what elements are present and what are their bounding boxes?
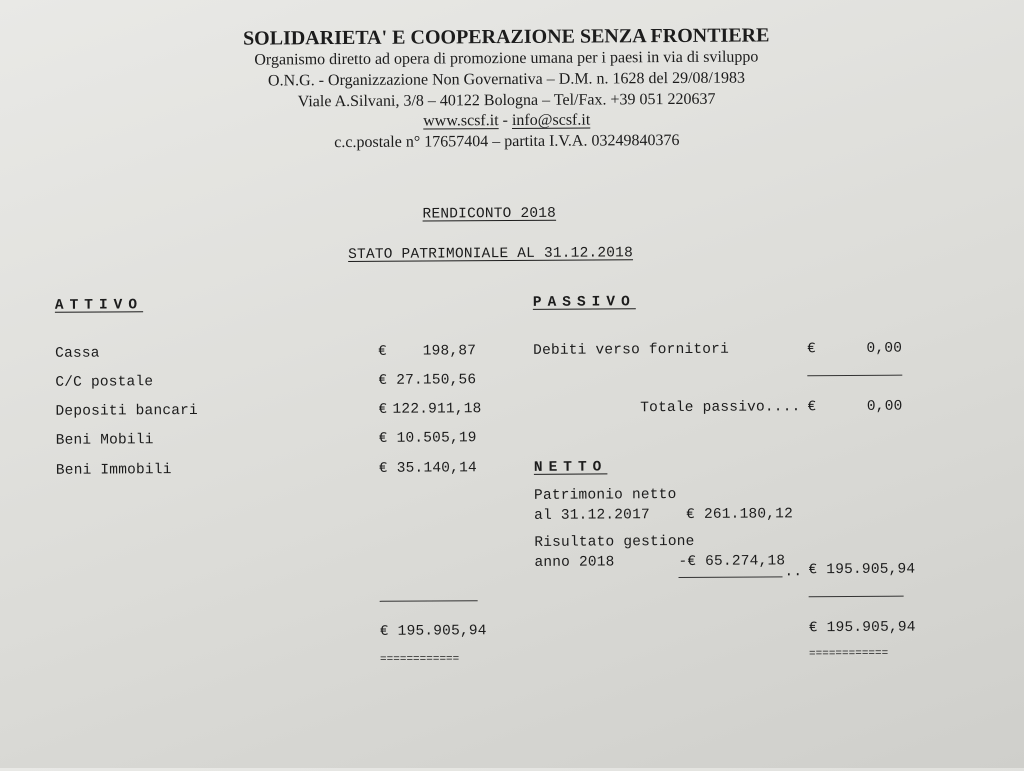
website-link[interactable]: www.scsf.it [423,112,499,130]
passivo-totale-label: Totale passivo.... [640,399,801,417]
attivo-label-depositi: Depositi bancari [55,402,198,420]
netto-risultato-year: anno 2018 [534,554,615,571]
organization-description: Organismo diretto ad opera di promozione umana per i paesi in via di sviluppo [254,48,759,69]
attivo-total-rule [380,600,478,602]
attivo-currency: € [378,460,388,477]
attivo-value-depositi: 122.911,18 [392,401,482,418]
attivo-currency: € [378,372,388,389]
netto-dots: .. [784,564,803,581]
attivo-double-rule: ============ [379,653,460,666]
attivo-currency: € [378,343,388,360]
attivo-value-beni-immobili: 35.140,14 [396,460,477,477]
passivo-label-debiti: Debiti verso fornitori [533,341,730,359]
passivo-rule [807,375,902,377]
netto-value: € 195.905,94 [808,561,916,579]
netto-sub-rule [679,576,783,578]
organization-registration: O.N.G. - Organizzazione Non Governativa – D.M. n. 1628 del 29/08/1983 [267,69,746,90]
netto-risultato-value: -€ 65.274,18 [678,553,786,570]
passivo-netto-total: € 195.905,94 [808,619,916,637]
netto-patrimonio-value: € 261.180,12 [686,506,794,523]
netto-patrimonio-date: al 31.12.2017 [534,507,650,524]
email-link[interactable]: info@scsf.it [511,111,591,130]
organization-fiscal-info: c.c.postale n° 17657404 – partita I.V.A. 03249840376 [334,131,680,152]
web-separator: - [498,112,513,130]
attivo-heading: ATTIVO [54,297,144,314]
attivo-value-cc-postale: 27.150,56 [396,372,477,389]
attivo-currency: € [378,430,388,447]
passivo-double-rule: ============ [808,647,889,661]
attivo-label-beni-mobili: Beni Mobili [55,432,154,449]
passivo-value-debiti: 0,00 [866,340,903,357]
passivo-totale-value: 0,00 [866,398,903,415]
passivo-totale-currency: € [807,399,817,416]
organization-web-line [423,112,590,131]
netto-heading: NETTO [533,459,608,476]
netto-patrimonio-label: Patrimonio netto [533,487,677,504]
report-title: RENDICONTO 2018 [422,205,557,223]
organization-title: SOLIDARIETA' E COOPERAZIONE SENZA FRONTIERE [242,24,770,50]
attivo-currency: € [378,401,388,418]
attivo-label-beni-immobili: Beni Immobili [55,462,172,479]
attivo-value-cassa: 198,87 [422,343,477,360]
passivo-currency: € [807,341,817,358]
attivo-total: € 195.905,94 [379,623,487,640]
attivo-value-beni-mobili: 10.505,19 [396,430,477,447]
attivo-label-cassa: Cassa [55,345,100,362]
organization-address: Viale A.Silvani, 3/8 – 40122 Bologna – Tel/Fax. +39 051 220637 [297,90,716,111]
passivo-total-rule [809,596,904,598]
report-subtitle: STATO PATRIMONIALE AL 31.12.2018 [348,245,634,264]
passivo-heading: PASSIVO [532,294,636,311]
attivo-label-cc-postale: C/C postale [55,374,154,391]
netto-risultato-label: Risultato gestione [534,533,695,551]
